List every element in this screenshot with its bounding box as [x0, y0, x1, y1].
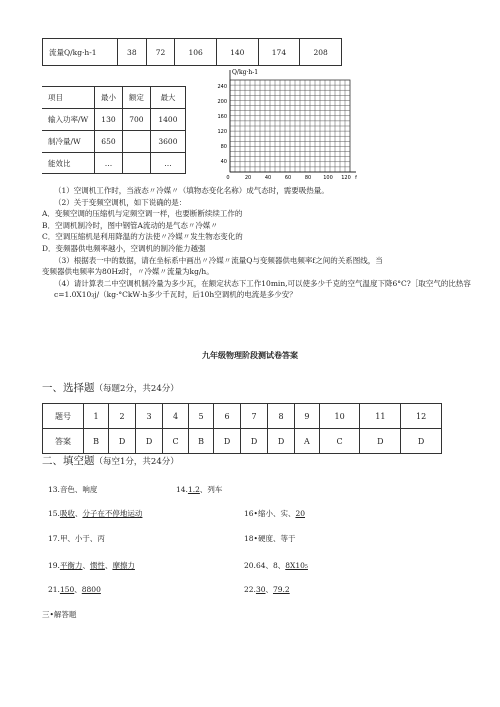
- answer-cell: D: [360, 429, 401, 454]
- fill-answer-14: 14.1.2、列车: [176, 485, 223, 494]
- fill-answer-13: 13.音色、响度: [48, 485, 98, 494]
- answers-title: 九年级物理阶段测试卷答案: [202, 350, 298, 360]
- ac-header: 最小: [95, 87, 123, 109]
- blank-graph: [200, 62, 360, 182]
- question-line: 变频器供电频率为80Hz时，〃冷媒〃流量为kg/h。: [42, 267, 214, 277]
- y-tick: 80: [220, 144, 227, 150]
- x-tick: 80: [304, 175, 312, 181]
- fill-answer-19: 19.平衡力、惯性、摩擦力: [48, 561, 135, 570]
- x-tick: 40: [264, 175, 272, 181]
- x-tick: 60: [284, 175, 292, 181]
- fill-answer-15: 15.吸收、分子在不停地运动: [48, 509, 143, 518]
- answer-cell: D: [401, 429, 442, 454]
- y-tick: 40: [220, 159, 227, 165]
- x-tick: 0: [226, 175, 230, 181]
- question-number-cell: 4: [163, 404, 189, 429]
- answer-cell: B: [189, 429, 214, 454]
- graph-ylabel: Q/kg·h-1: [232, 69, 259, 76]
- y-tick: 160: [217, 114, 227, 120]
- y-tick: 200: [217, 99, 227, 105]
- ac-cell: 700: [122, 109, 150, 131]
- question-number-cell: 7: [241, 404, 268, 429]
- answer-cell: D: [136, 429, 163, 454]
- choice-answer-table: [42, 403, 442, 454]
- answer-cell: D: [109, 429, 136, 454]
- fill-answer-18: 18•硬度、等于: [244, 534, 296, 543]
- ac-spec-table: [42, 86, 186, 174]
- ac-cell: 输入功率/W: [42, 109, 95, 131]
- choice-row-label: 题号: [43, 404, 84, 429]
- flow-table-header: 流量Q/kg·h-1: [43, 39, 118, 66]
- answer-cell: D: [268, 429, 295, 454]
- question-number-cell: 1: [84, 404, 109, 429]
- section2-title: 二、填空题: [42, 455, 95, 467]
- ac-cell: 3600: [150, 131, 185, 153]
- y-tick: 240: [217, 84, 227, 90]
- question-block: [42, 185, 482, 301]
- ac-cell: 130: [95, 109, 123, 131]
- question-line: （4）请计算表二中空调机制冷量为多少瓦，在额定状态下工作10min,可以使多少千克的空气温度下降6°C?［取空气的比热容c=1.0X10₃j/（kg·°CkW·h多少千瓦时，后10h空调机的电流是多少安？: [54, 278, 471, 300]
- answer-cell: C: [319, 429, 360, 454]
- answer-cell: A: [295, 429, 320, 454]
- ac-cell: 能效比: [42, 153, 95, 174]
- answer-cell: C: [163, 429, 189, 454]
- ac-cell: 1400: [150, 109, 185, 131]
- answer-cell: B: [84, 429, 109, 454]
- fill-answer-16: 16•缩小、实、20: [244, 509, 306, 518]
- ac-header: 额定: [122, 87, 150, 109]
- flow-cell: 208: [300, 39, 342, 66]
- option-line: B．空调机制冷时，图中钢管A流动的是气态〃冷媒〃: [42, 220, 218, 230]
- question-line: （1）空调机工作时，当液态〃冷媒〃（填物态变化名称）成气态时，需要吸热量。: [54, 186, 329, 195]
- ac-cell: …: [95, 153, 123, 174]
- answer-cell: D: [241, 429, 268, 454]
- question-number-cell: 6: [214, 404, 241, 429]
- ac-cell: [122, 131, 150, 153]
- question-number-cell: 9: [295, 404, 320, 429]
- section1-title: 一、选择题: [42, 382, 95, 394]
- ac-cell: 650: [95, 131, 123, 153]
- question-line: （2）关于变频空调机，如下说确的是：: [54, 197, 187, 207]
- y-tick: 120: [217, 129, 227, 135]
- x-tick: 20: [244, 175, 252, 181]
- question-number-cell: 11: [360, 404, 401, 429]
- x-tick: 100: [323, 175, 333, 181]
- section2-note: （每空1分，共24分）: [94, 457, 179, 467]
- choice-row-label: 答案: [43, 429, 84, 454]
- flow-cell: 38: [118, 39, 147, 66]
- ac-cell: [122, 153, 150, 174]
- x-tick: f: [355, 175, 357, 181]
- fill-answer-20: 20.64、8、8X10₅: [244, 561, 308, 570]
- fill-answer-17: 17.甲、小于、丙: [48, 534, 105, 543]
- question-number-cell: 8: [268, 404, 295, 429]
- fill-answer-21: 21.150、8800: [48, 585, 101, 594]
- fill-answer-22: 22.30、79.2: [244, 585, 290, 594]
- option-line: A．变频空调的压缩机与定频空调一样，也要断断续续工作的: [42, 209, 243, 219]
- section2-heading: [42, 453, 179, 468]
- question-number-cell: 12: [401, 404, 442, 429]
- question-line: （3）根据表一中的数据，请在坐标系中画出〃冷媒〃流量Q与变频器供电频率f之间的关系图线，当: [54, 255, 383, 265]
- answer-cell: D: [214, 429, 241, 454]
- section1-note: （每题2分，共24分）: [94, 384, 179, 394]
- question-number-cell: 5: [189, 404, 214, 429]
- ac-header: 项目: [42, 87, 95, 109]
- ac-cell: 制冷量/W: [42, 131, 95, 153]
- section3-heading: 三•解答题: [42, 610, 77, 619]
- question-number-cell: 2: [109, 404, 136, 429]
- option-line: D．变频器供电频率越小，空调机的制冷能力越强: [42, 243, 206, 253]
- ac-cell: …: [150, 153, 185, 174]
- flow-cell: 72: [146, 39, 175, 66]
- question-number-cell: 10: [319, 404, 360, 429]
- section1-heading: [42, 380, 179, 395]
- option-line: C．空调压缩机是利用降温的方法使〃冷媒〃发生物态变化的: [42, 232, 243, 242]
- flow-cell: 140: [216, 39, 258, 66]
- graph-grid: [230, 80, 350, 172]
- question-number-cell: 3: [136, 404, 163, 429]
- flow-cell: 174: [258, 39, 300, 66]
- flow-cell: 106: [175, 39, 217, 66]
- x-tick: 120: [341, 175, 351, 181]
- ac-header: 最大: [150, 87, 185, 109]
